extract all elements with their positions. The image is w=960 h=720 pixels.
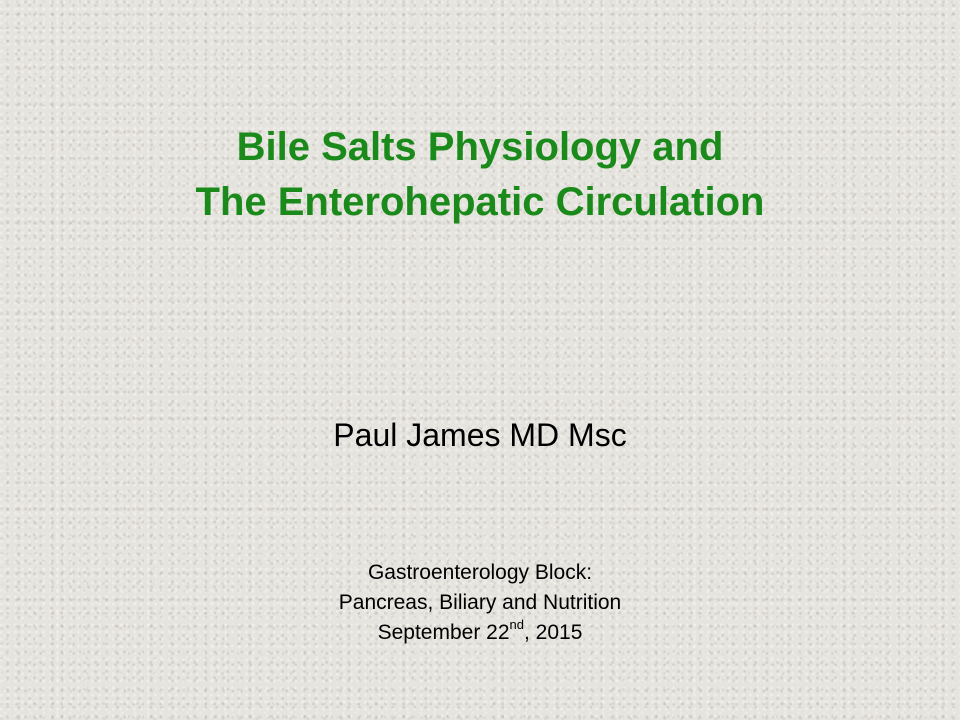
author-name: Paul James MD Msc — [333, 417, 627, 453]
presentation-date — [40, 618, 920, 648]
course-line-1: Gastroenterology Block: — [367, 561, 593, 584]
slide-title-line-2: The Enterohepatic Circulation — [195, 180, 765, 224]
slide-title — [40, 120, 920, 230]
date-year: , 2015 — [524, 621, 583, 644]
course-line-2: Pancreas, Biliary and Nutrition — [338, 591, 622, 614]
date-ordinal-suffix: nd — [509, 617, 524, 632]
date-prefix: September 22 — [377, 621, 510, 644]
course-info — [40, 558, 920, 648]
slide-title-line-1: Bile Salts Physiology and — [236, 125, 724, 169]
